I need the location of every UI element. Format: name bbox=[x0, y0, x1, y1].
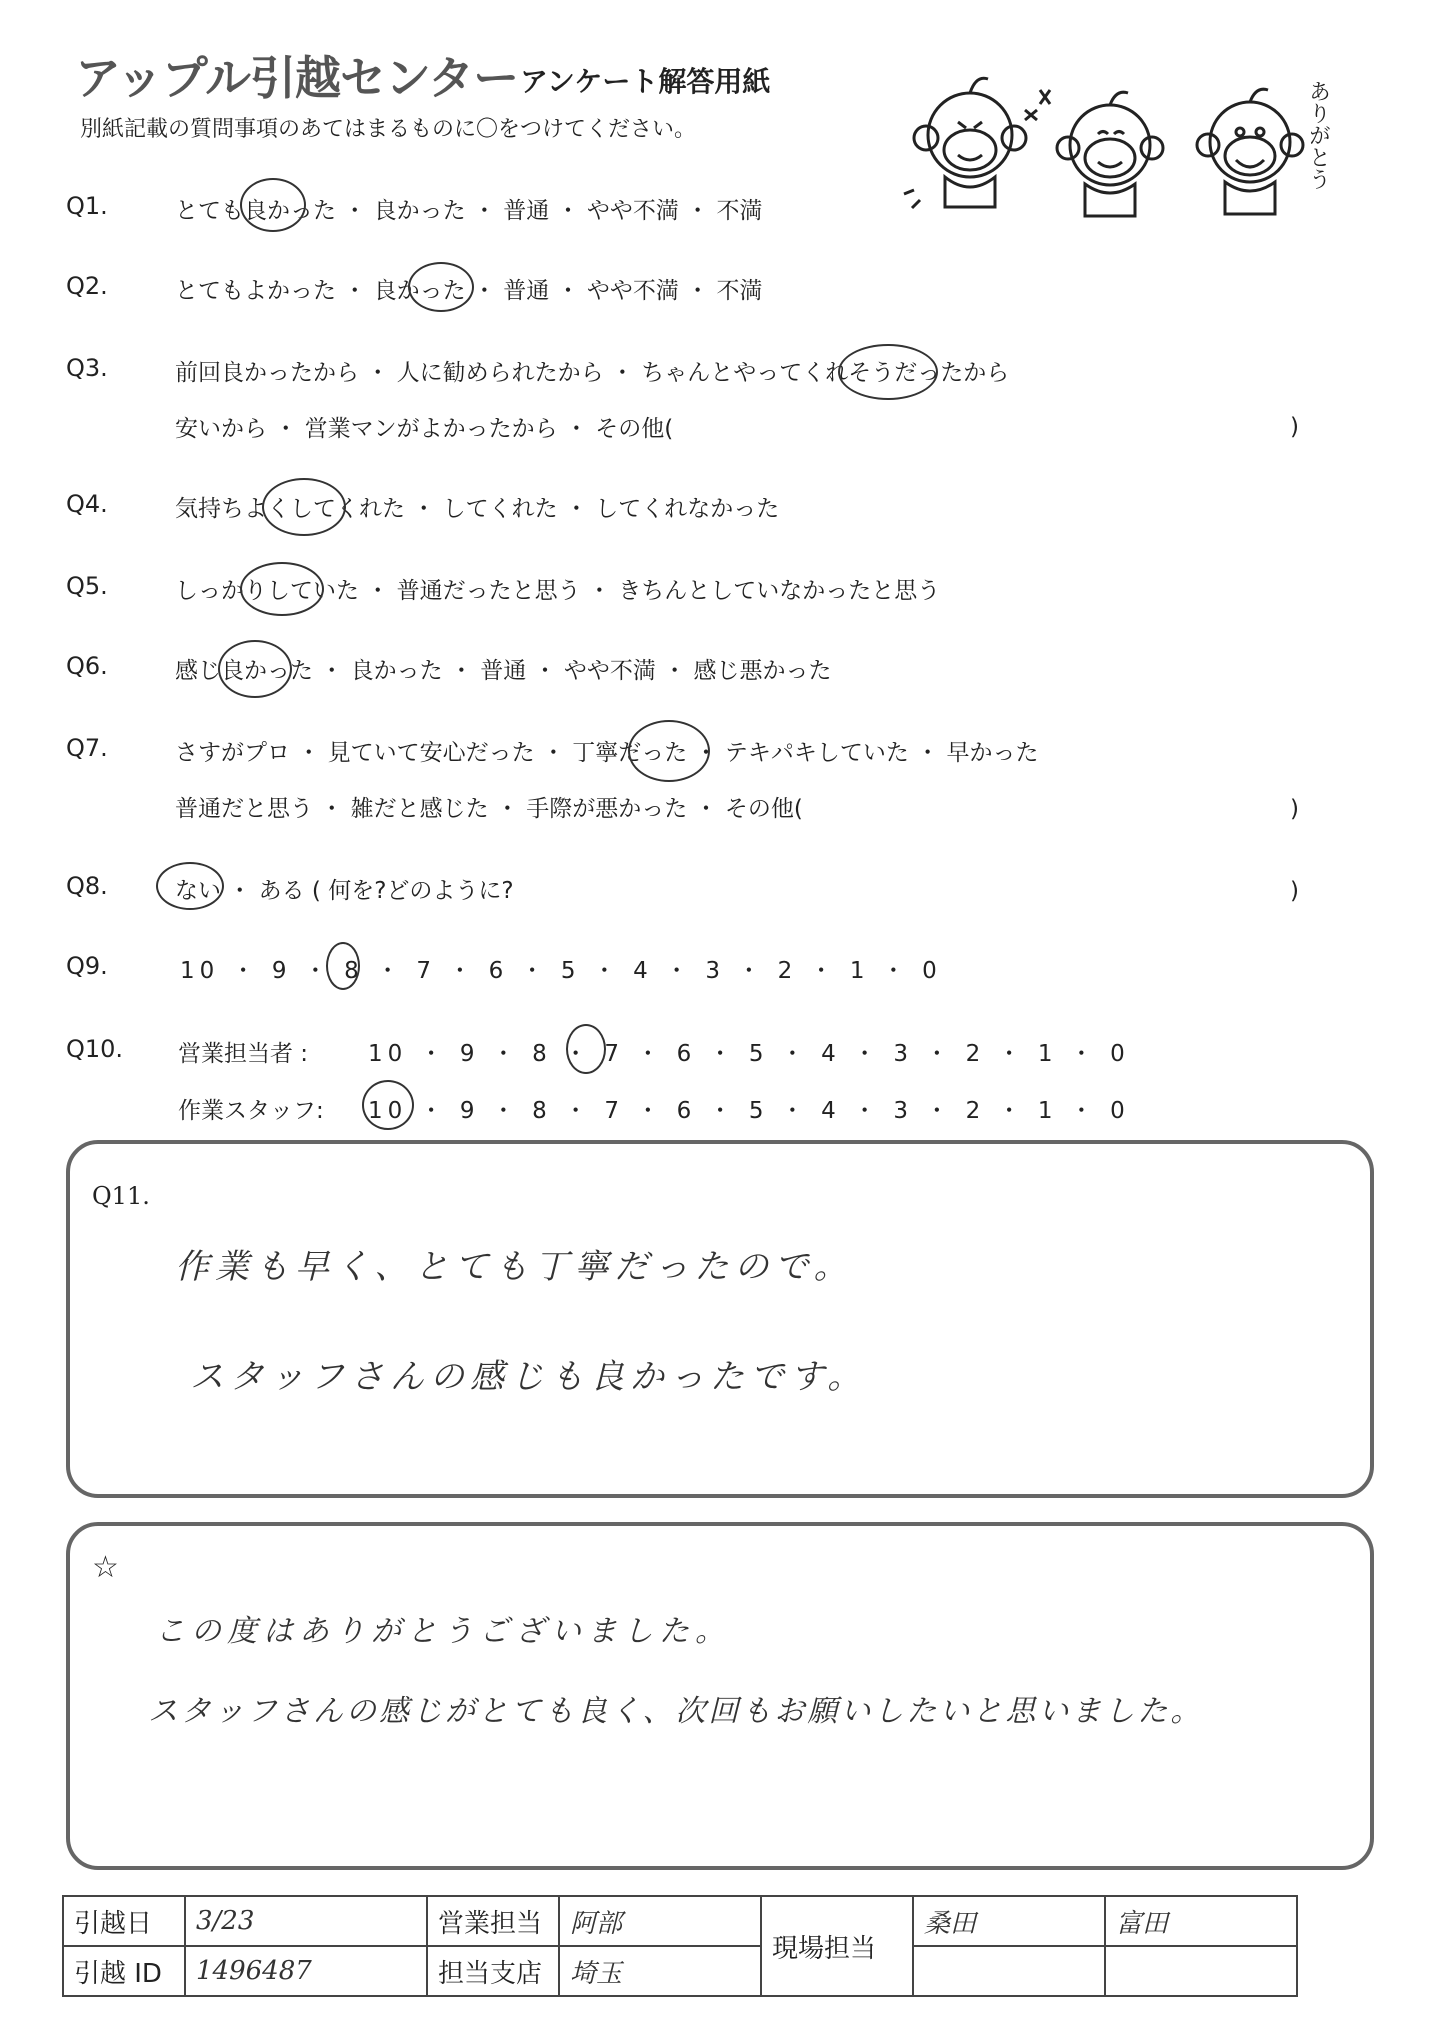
q7-options-line2: 普通だと思う ・ 雑だと感じた ・ 手際が悪かった ・ その他( bbox=[175, 796, 803, 822]
q10-staff-label: 作業スタッフ: bbox=[178, 1098, 324, 1124]
branch-value: 埼玉 bbox=[559, 1946, 761, 1996]
q4-options: 気持ちよくしてくれた ・ してくれた ・ してくれなかった bbox=[175, 496, 780, 522]
site-staff-1: 桑田 bbox=[913, 1896, 1105, 1946]
q10-sales-label: 営業担当者 : bbox=[178, 1041, 309, 1067]
q3-options-line1: 前回良かったから ・ 人に勧められたから ・ ちゃんとやってくれそうだったから bbox=[175, 360, 1010, 386]
q10-label: Q10. bbox=[66, 1035, 124, 1063]
q5-options: しっかりしていた ・ 普通だったと思う ・ きちんとしていなかったと思う bbox=[175, 578, 941, 604]
q7-close-paren: ) bbox=[1290, 796, 1299, 822]
q11-answer-line1: 作業も早く、とても丁寧だったので。 bbox=[175, 1247, 854, 1287]
q8-close-paren: ) bbox=[1290, 878, 1299, 904]
q5-answer-circle bbox=[240, 562, 324, 616]
q1-options: とても良かった ・ 良かった ・ 普通 ・ やや不満 ・ 不満 bbox=[175, 198, 763, 224]
move-id-value: 1496487 bbox=[185, 1946, 427, 1996]
q10-staff-answer-circle bbox=[362, 1080, 414, 1130]
q3-answer-circle bbox=[838, 344, 938, 400]
q4-label: Q4. bbox=[66, 490, 108, 518]
move-date-label: 引越日 bbox=[63, 1896, 185, 1946]
mascot-thanks-text: ありがとう bbox=[1305, 80, 1331, 190]
q11-answer-line2: スタッフさんの感じも良かったです。 bbox=[190, 1357, 868, 1397]
q7-answer-circle bbox=[628, 720, 710, 782]
q9-label: Q9. bbox=[66, 952, 108, 980]
q1-label: Q1. bbox=[66, 192, 108, 220]
q8-options: ない ・ ある ( 何を?どのように? bbox=[175, 878, 514, 904]
q10-sales-scale: 10 ・ 9 ・ 8 ・ 7 ・ 6 ・ 5 ・ 4 ・ 3 ・ 2 ・ 1 ・ 0 bbox=[368, 1041, 1130, 1067]
star-label: ☆ bbox=[92, 1550, 119, 1585]
q3-close-paren: ) bbox=[1290, 414, 1299, 440]
form-subtitle: アンケート解答用紙 bbox=[520, 65, 771, 98]
q6-options: 感じ良かった ・ 良かった ・ 普通 ・ やや不満 ・ 感じ悪かった bbox=[175, 658, 832, 684]
star-comment-line2: スタッフさんの感じがとても良く、次回もお願いしたいと思いました。 bbox=[148, 1694, 1204, 1729]
q5-label: Q5. bbox=[66, 572, 108, 600]
q4-answer-circle bbox=[262, 478, 346, 536]
mascot-illustration bbox=[900, 60, 1340, 240]
form-instruction: 別紙記載の質問事項のあてはまるものに〇をつけてください。 bbox=[80, 117, 697, 142]
q10-staff-scale: 10 ・ 9 ・ 8 ・ 7 ・ 6 ・ 5 ・ 4 ・ 3 ・ 2 ・ 1 ・ 0 bbox=[368, 1098, 1130, 1124]
q9-scale: 10 ・ 9 ・ 8 ・ 7 ・ 6 ・ 5 ・ 4 ・ 3 ・ 2 ・ 1 ・ 0 bbox=[180, 958, 942, 984]
move-id-label: 引越 ID bbox=[63, 1946, 185, 1996]
q11-comment-box bbox=[66, 1140, 1374, 1498]
q2-options: とてもよかった ・ 良かった ・ 普通 ・ やや不満 ・ 不満 bbox=[175, 278, 763, 304]
q1-answer-circle bbox=[240, 178, 306, 232]
q6-answer-circle bbox=[218, 640, 292, 698]
q11-label: Q11. bbox=[92, 1182, 150, 1210]
move-date-value: 3/23 bbox=[185, 1896, 427, 1946]
sales-label: 営業担当 bbox=[427, 1896, 559, 1946]
site-staff-empty-1 bbox=[913, 1946, 1105, 1996]
q3-options-line2: 安いから ・ 営業マンがよかったから ・ その他( bbox=[175, 416, 674, 442]
q3-label: Q3. bbox=[66, 354, 108, 382]
q10-sales-answer-circle bbox=[566, 1024, 606, 1074]
branch-label: 担当支店 bbox=[427, 1946, 559, 1996]
q8-answer-circle bbox=[156, 862, 224, 910]
footer-info-table bbox=[62, 1895, 1298, 1997]
site-label: 現場担当 bbox=[761, 1896, 913, 1996]
q7-options-line1: さすがプロ ・ 見ていて安心だった ・ 丁寧だった ・ テキパキしていた ・ 早かった bbox=[175, 740, 1039, 766]
q6-label: Q6. bbox=[66, 652, 108, 680]
q2-label: Q2. bbox=[66, 272, 108, 300]
star-comment-box bbox=[66, 1522, 1374, 1870]
company-title: アップル引越センター bbox=[75, 51, 519, 105]
star-comment-line1: この度はありがとうございました。 bbox=[155, 1614, 731, 1649]
q2-answer-circle bbox=[408, 262, 474, 312]
sales-value: 阿部 bbox=[559, 1896, 761, 1946]
q7-label: Q7. bbox=[66, 734, 108, 762]
site-staff-2: 富田 bbox=[1105, 1896, 1297, 1946]
site-staff-empty-2 bbox=[1105, 1946, 1297, 1996]
q8-label: Q8. bbox=[66, 872, 108, 900]
q9-answer-circle bbox=[326, 942, 360, 990]
